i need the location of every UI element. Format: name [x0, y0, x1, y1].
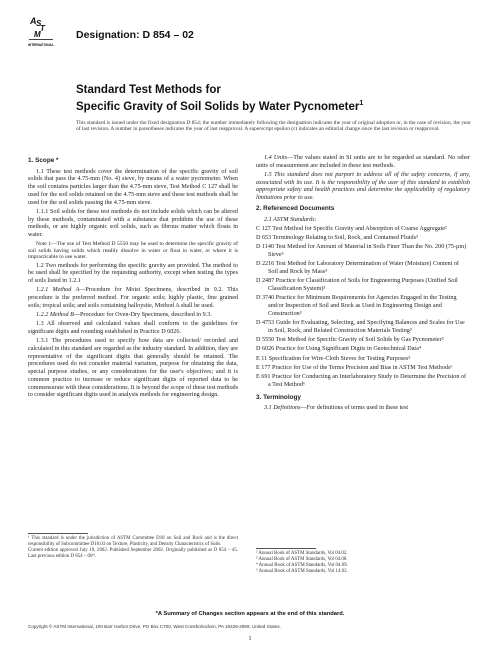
reference-item: D 5550 Test Method for Specific Gravity of Soil Solids by Gas Pycnometer³ — [256, 337, 444, 344]
reference-item: D 2487 Practice for Classification of Soils for Engineering Purposes (Unified Soil Classification System)³ — [256, 278, 458, 293]
para-1-3: 1.3 All observed and calculated values shall conform to the guidelines for significant digits and rounding established in Practice D 6026. — [28, 321, 238, 335]
reference-item: D 4753 Guide for Evaluating, Selecting, and Specifying Balances and Scales for Use in Soil, Rock, and Related Construction Materials Testing³ — [256, 320, 465, 334]
svg-text:INTERNATIONAL: INTERNATIONAL — [28, 43, 54, 47]
reference-item: E 11 Specification for Wire-Cloth Sieves for Testing Purposes⁵ — [256, 355, 411, 362]
document-title — [76, 84, 476, 114]
references-list — [256, 226, 470, 390]
designation: Designation: D 854 – 02 — [76, 29, 194, 41]
reference-item: E 691 Practice for Conducting an Interlaboratory Study to Determine the Precision of a Test Method⁶ — [256, 374, 467, 388]
page-number: 1 — [248, 636, 252, 642]
title-line-2: Specific Gravity of Soil Solids by Water Pycnometer$^1$ — [76, 100, 364, 113]
para-1-2-2: 1.2.2 Method B—Procedure for Oven-Dry Specimens, described in 9.3. — [36, 312, 212, 318]
terminology-heading: 3. Terminology — [256, 393, 301, 401]
astm-logo-icon — [28, 12, 54, 52]
title-line-1: Standard Test Methods for — [76, 84, 221, 96]
para-1-3-1: 1.3.1 The procedures used to specify how data are collected/ recorded and calculated in this standard are regarded as the industry standard. In addition, they are representative of the significant digits that generally should be retained. The procedures used do not consider material variation, purpose for obtaining the data, special purpose studies, or any considerations for the user's objectives; and it is common practice to increase or reduce significant digits of reported data to be commensurate with these considerations. It is beyond the scope of these test methods to consider significant digits used in analysis methods for engineering design. — [28, 338, 238, 399]
reference-item: D 653 Terminology Relating to Soil, Rock, and Contained Fluids³ — [256, 235, 418, 242]
svg-text:T: T — [40, 24, 45, 33]
para-3-1: 3.1 Definitions—For definitions of terms used in these test — [264, 405, 409, 412]
edition-notice: This standard is issued under the fixed designation D 854; the number immediately following the designation indicates the year of original adoption or, in the case of revision, the year of last revision. A number in parentheses indicates the year of last reapproval. A superscript epsilon (ε) indicates an editorial change since the last revision or reapproval. — [76, 120, 471, 133]
reference-item: C 127 Test Method for Specific Gravity and Absorption of Coarse Aggregate² — [256, 225, 447, 232]
svg-text:S: S — [36, 19, 42, 28]
footnote-1: ¹ This standard is under the jurisdiction of ASTM Committee D18 on Soil and Rock and is the direct responsibility of Subcommittee D18.03 on Texture, Plasticity, and Density Characteristics of Soils. Current edition approved July 10, 2002. Published September 2002. Originally published as D 854 – 45. Last previous edition D 854 – 00ᵉ¹. — [28, 536, 238, 559]
footnote-item: ³ Annual Book of ASTM Standards, Vol 04.08. — [256, 556, 348, 562]
reference-item: D 1140 Test Method for Amount of Material in Soils Finer Than the No. 200 (75-μm) Sieve³ — [256, 244, 467, 259]
footnote-rule-right — [256, 548, 316, 549]
footnote-item: ⁴ Annual Book of ASTM Standards, Vol 04.09. — [256, 562, 348, 568]
reference-item: D 3740 Practice for Minimum Requirements for Agencies Engaged in the Testing and/or Inspection of Soil and Rock as Used in Engineering Design and Construction³ — [256, 295, 457, 317]
footnotes-right — [256, 551, 470, 575]
reference-item: E 177 Practice for Use of the Terms Precision and Bias in ASTM Test Methods⁶ — [256, 365, 453, 371]
para-1-4: 1.4 Units—The values stated in SI units are to be regarded as standard. No other units of measurement are included in these test methods. — [256, 155, 470, 169]
para-1-1-1: 1.1.1 Soil solids for these test methods do not include solids which can be altered by these methods, contaminated with a substance that prohibits the use of these methods, or are highly organic soil solids, such as fibrous matter which floats in water. — [28, 208, 238, 238]
para-1-1: 1.1 These test methods cover the determination of the specific gravity of soil solids that pass the 4.75-mm (No. 4) sieve, by means of a water pycnometer. When the soil contains particles larger than the 4.75-mm sieve, Test Method C 127 shall be used for the soil solids retained on the 4.75-mm sieve and these test methods shall be used for the soil solids passing the 4.75-mm sieve. — [28, 168, 238, 206]
reference-item: D 6026 Practice for Using Significant Digits in Geotechnical Data⁴ — [256, 346, 421, 353]
para-1-2-1: 1.2.1 Method A—Procedure for Moist Specimens, described in 9.2. This procedure is the preferred method. For organic soils; highly plastic, fine grained soils; tropical soils; and soils containing halloysite, Method A shall be used. — [28, 287, 239, 309]
reference-item: D 2216 Test Method for Laboratory Determination of Water (Moisture) Content of Soil and Rock by Mass³ — [256, 261, 459, 276]
right-column — [256, 155, 470, 415]
para-1-5: 1.5 This standard does not purport to address all of the safety concerns, if any, associated with its use. It is the responsibility of the user of this standard to establish appropriate safety and health practices and determine the applicability of regulatory limitations prior to use. — [256, 172, 470, 202]
footnote-item: ⁵ Annual Book of ASTM Standards, Vol 14.02. — [256, 568, 348, 574]
svg-text:A: A — [30, 16, 37, 26]
footnote-rule-left — [28, 533, 88, 534]
scope-heading: 1. Scope * — [28, 157, 59, 164]
copyright-line: Copyright © ASTM International, 100 Barr Harbor Drive, PO Box C700, West Conshohocken, PA 19428-2959, United States. — [28, 624, 281, 629]
para-1-2: 1.2 Two methods for performing the specific gravity are provided. The method to be used shall be specified by the requesting authority, except when testing the types of soils listed in 1.2.1 — [28, 262, 238, 284]
astm-standards-label: 2.1 ASTM Standards: — [264, 216, 317, 223]
referenced-documents-heading: 2. Referenced Documents — [256, 204, 335, 212]
summary-of-changes-note: *A Summary of Changes section appears at the end of this standard. — [155, 611, 345, 617]
note-1: Note 1—The use of Test Method D 5550 may be used to determine the specific gravity of soil solids having solids which readily dissolve in water or float in water, or where it is impracticable to use water. — [28, 241, 238, 261]
left-column — [28, 155, 238, 402]
footnote-item: ² Annual Book of ASTM Standards, Vol 04.02. — [256, 551, 348, 556]
svg-text:M: M — [34, 30, 41, 39]
